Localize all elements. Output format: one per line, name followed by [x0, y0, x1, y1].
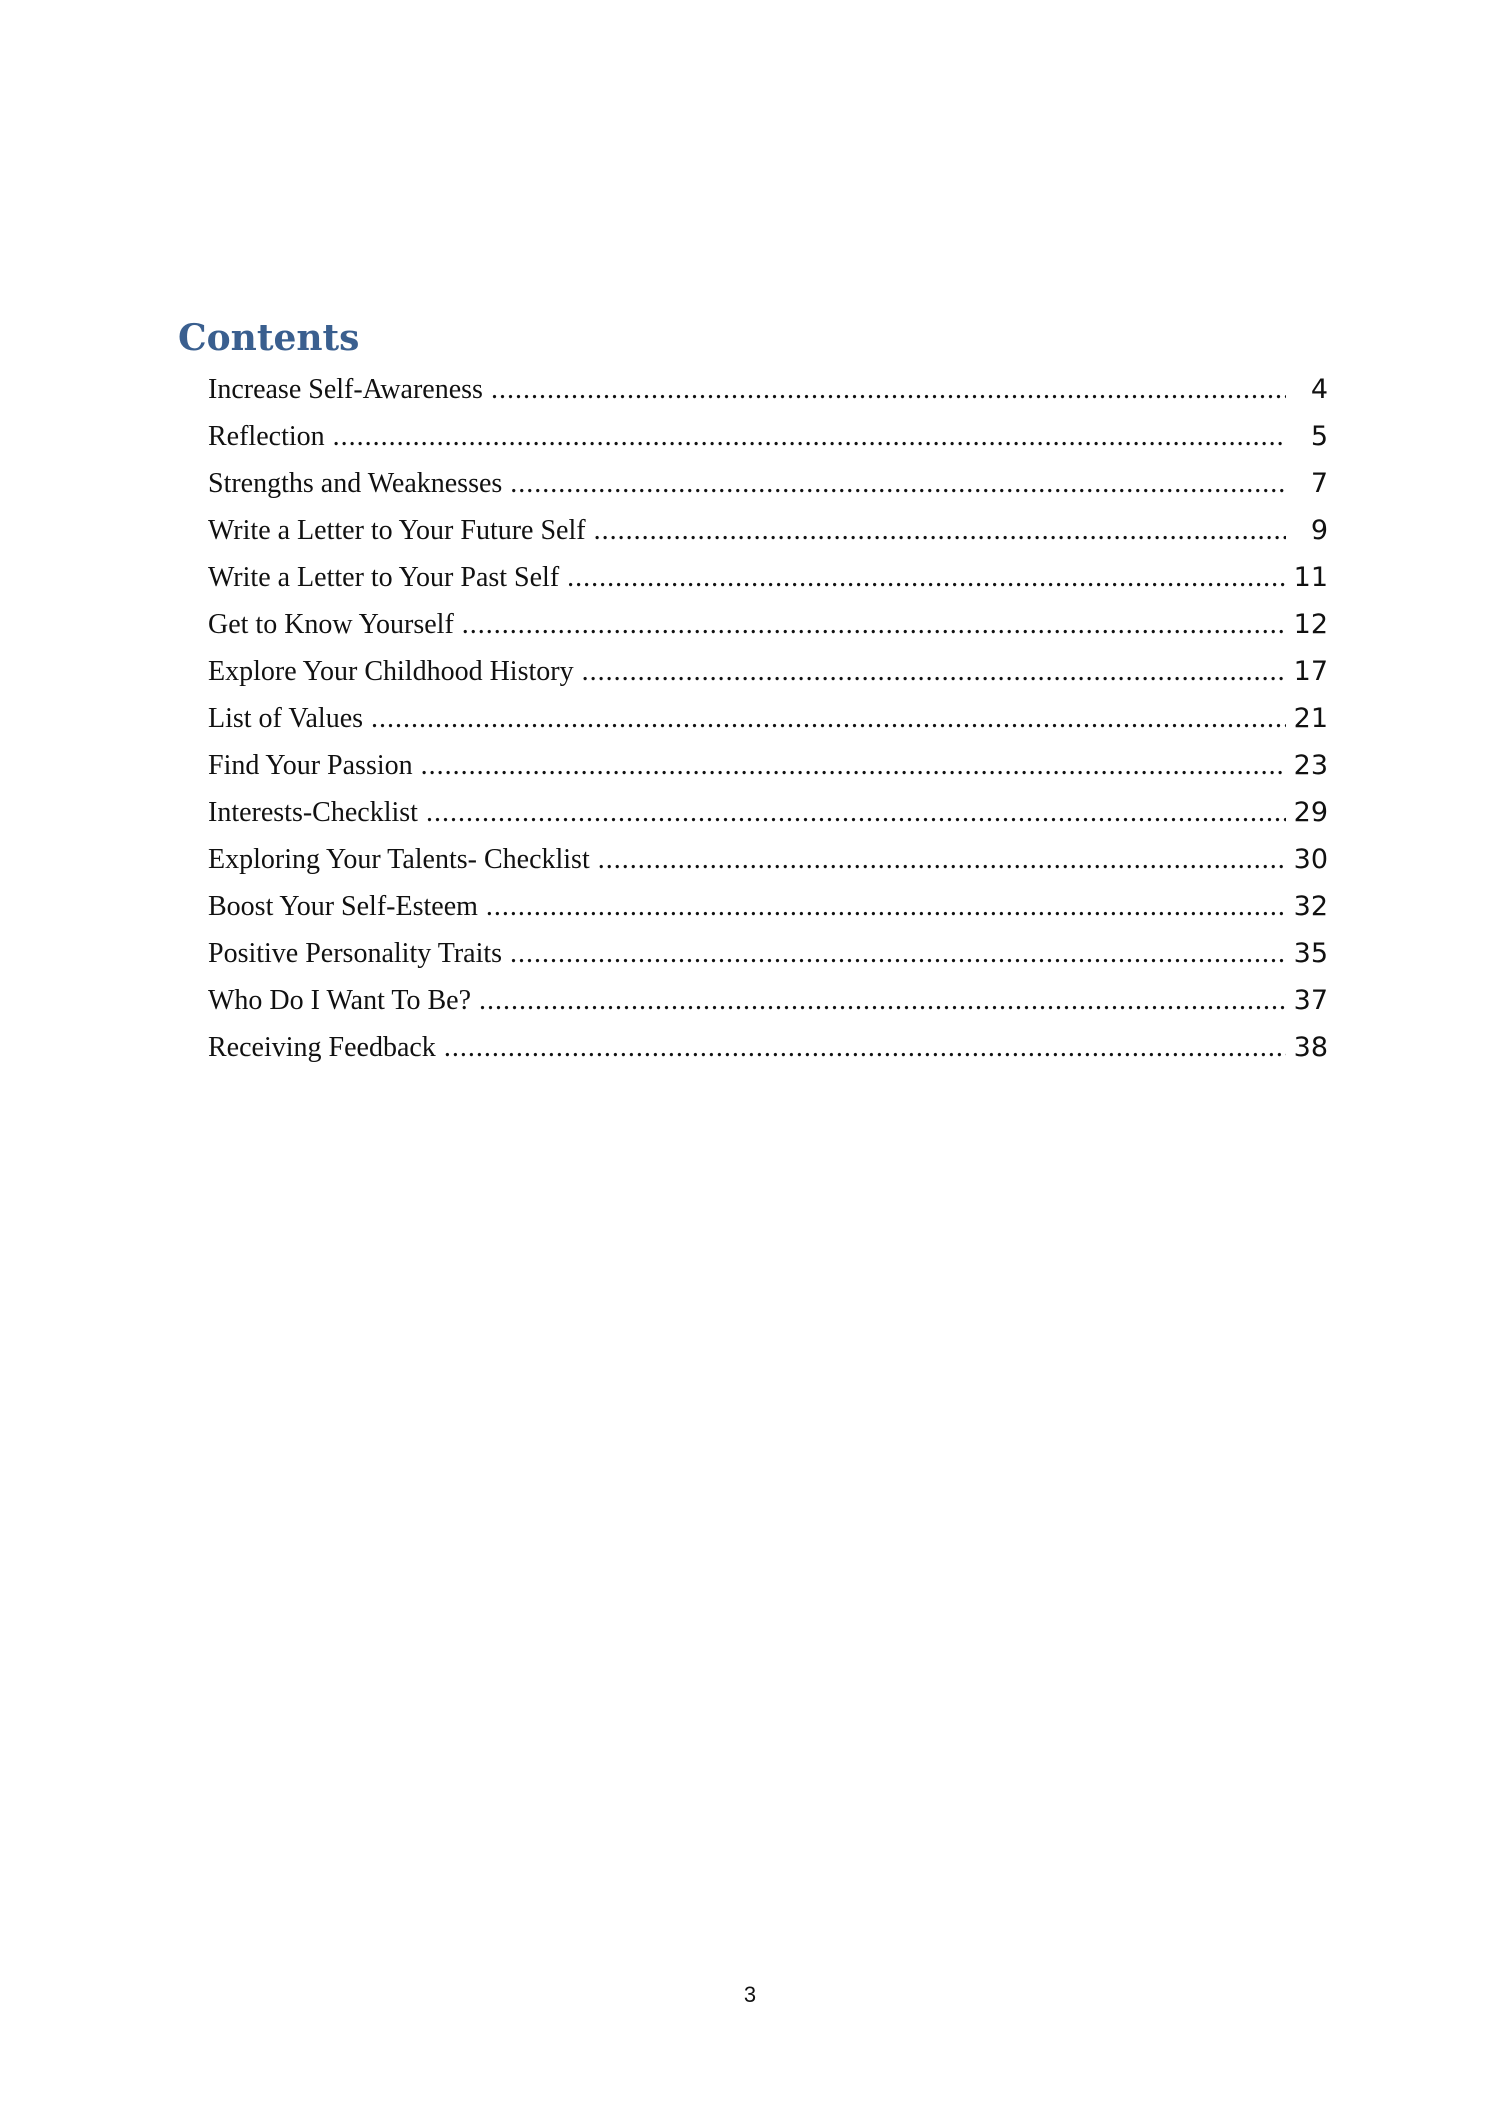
toc-dot-leader: [462, 601, 1286, 648]
toc-entry-talents-checklist[interactable]: [208, 836, 1328, 883]
toc-dot-leader: [479, 977, 1286, 1024]
toc-entry-label: Find Your Passion: [208, 750, 413, 781]
toc-entry-label: Who Do I Want To Be?: [208, 985, 472, 1016]
toc-entry-page: 17: [1293, 656, 1328, 687]
toc-entry-strengths-and-weaknesses[interactable]: [208, 460, 1328, 507]
toc-entry-who-do-i-want-to-be[interactable]: [208, 977, 1328, 1024]
toc-dot-leader: [582, 648, 1286, 695]
toc-entry-increase-self-awareness[interactable]: [208, 366, 1328, 413]
toc-entry-label: Exploring Your Talents- Checklist: [208, 844, 590, 875]
toc-entry-label: Boost Your Self-Esteem: [208, 891, 478, 922]
toc-entry-boost-self-esteem[interactable]: [208, 883, 1328, 930]
toc-entry-page: 29: [1293, 797, 1328, 828]
page-number: 3: [743, 1982, 757, 2007]
toc-entry-positive-personality-traits[interactable]: [208, 930, 1328, 977]
toc-dot-leader: [426, 789, 1286, 836]
toc-entry-label: Increase Self-Awareness: [208, 374, 483, 405]
toc-entry-find-your-passion[interactable]: [208, 742, 1328, 789]
toc-entry-label: Explore Your Childhood History: [208, 656, 574, 687]
toc-entry-childhood-history[interactable]: [208, 648, 1328, 695]
toc-entry-page: 37: [1293, 985, 1328, 1016]
toc-entry-list-of-values[interactable]: [208, 695, 1328, 742]
toc-entry-receiving-feedback[interactable]: [208, 1024, 1328, 1071]
toc-entry-page: 5: [1310, 421, 1328, 452]
toc-dot-leader: [491, 366, 1286, 413]
toc-entry-reflection[interactable]: [208, 413, 1328, 460]
toc-entry-page: 30: [1293, 844, 1328, 875]
toc-entry-label: Get to Know Yourself: [208, 609, 454, 640]
toc-dot-leader: [598, 836, 1286, 883]
toc-entry-label: Reflection: [208, 421, 325, 452]
toc-entry-label: Write a Letter to Your Future Self: [208, 515, 586, 546]
toc-dot-leader: [510, 460, 1286, 507]
toc-entry-label: List of Values: [208, 703, 364, 734]
toc-entry-page: 38: [1293, 1032, 1328, 1063]
toc-entry-page: 32: [1293, 891, 1328, 922]
toc-entry-letter-future-self[interactable]: [208, 507, 1328, 554]
toc-entry-page: 11: [1293, 562, 1328, 593]
toc-dot-leader: [421, 742, 1286, 789]
toc-entry-interests-checklist[interactable]: [208, 789, 1328, 836]
toc-title: Contents: [178, 317, 360, 359]
toc-entry-label: Strengths and Weaknesses: [208, 468, 503, 499]
toc-dot-leader: [510, 930, 1286, 977]
toc-entry-letter-past-self[interactable]: [208, 554, 1328, 601]
toc-dot-leader: [486, 883, 1286, 930]
toc-dot-leader: [444, 1024, 1286, 1071]
toc-entry-label: Receiving Feedback: [208, 1032, 436, 1063]
toc-entry-page: 35: [1293, 938, 1328, 969]
toc-entry-label: Positive Personality Traits: [208, 938, 503, 969]
toc-entry-page: 23: [1293, 750, 1328, 781]
toc-dot-leader: [333, 413, 1286, 460]
toc-dot-leader: [567, 554, 1286, 601]
toc-entry-label: Interests-Checklist: [208, 797, 418, 828]
toc-entry-get-to-know-yourself[interactable]: [208, 601, 1328, 648]
toc-dot-leader: [594, 507, 1286, 554]
toc-entry-page: 21: [1293, 703, 1328, 734]
toc-entry-page: 9: [1310, 515, 1328, 546]
toc-entry-page: 4: [1310, 374, 1328, 405]
toc-list: [178, 366, 1328, 1071]
toc-entry-page: 7: [1310, 468, 1328, 499]
toc-dot-leader: [371, 695, 1286, 742]
table-of-contents: [178, 316, 1328, 1071]
toc-entry-page: 12: [1293, 609, 1328, 640]
toc-entry-label: Write a Letter to Your Past Self: [208, 562, 560, 593]
